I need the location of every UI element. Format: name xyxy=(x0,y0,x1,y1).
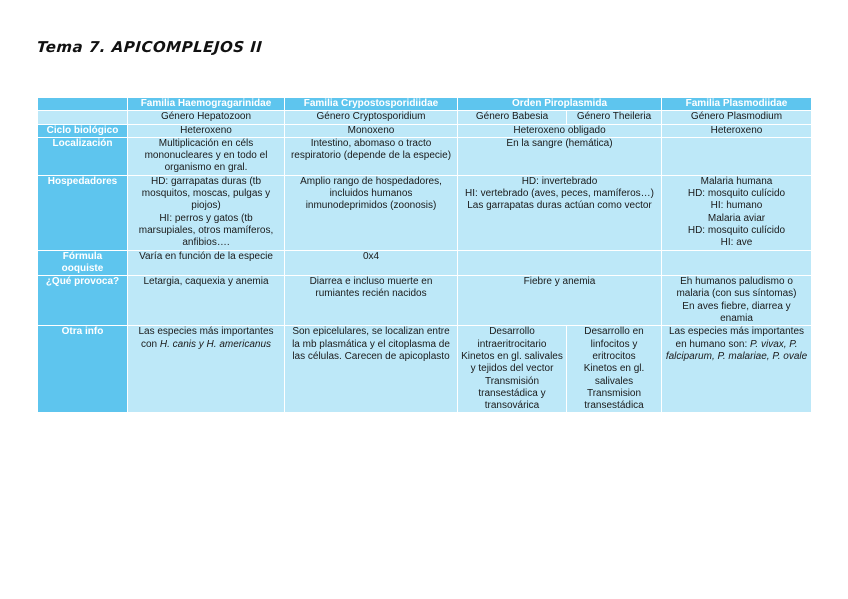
otra-hepatozoon-species: H. canis y H. americanus xyxy=(159,338,272,350)
row-hospedadores xyxy=(38,175,812,250)
row-otra xyxy=(38,326,812,413)
otra-hepatozoon-text: Las especies más importantes con xyxy=(138,326,274,350)
localizacion-piro: En la sangre (hemática) xyxy=(458,137,662,175)
localizacion-crypto: Intestino, abomaso o tracto respiratorio (depende de la especie) xyxy=(285,137,458,175)
genus-row xyxy=(38,111,812,124)
comparison-table xyxy=(37,97,812,413)
otra-babesia-line: Desarrollo intraeritrocitario xyxy=(477,326,547,350)
hospedadores-plasmo xyxy=(662,175,812,250)
row-formula xyxy=(38,250,812,276)
formula-plasmo xyxy=(662,250,812,276)
localizacion-plasmo xyxy=(662,137,812,175)
otra-babesia-line: Kinetos en gl. salivales y tejidos del vector xyxy=(461,350,563,375)
family-header-row xyxy=(38,98,812,111)
otra-babesia xyxy=(458,326,567,413)
hospedadores-piro-hd: HD: invertebrado xyxy=(521,175,598,187)
label-hospedadores: Hospedadores xyxy=(38,175,128,250)
otra-plasmo-text: Las especies más importantes en humano son: xyxy=(668,326,805,350)
hospedadores-plasmo-line: HD: mosquito culícido xyxy=(687,224,786,236)
row-ciclo xyxy=(38,124,812,137)
otra-theileria-line: Transmision transestádica xyxy=(584,387,644,412)
genus-theileria: Género Theileria xyxy=(567,111,662,124)
provoca-plasmo-aves: En aves fiebre, diarrea y enamia xyxy=(682,300,791,325)
ciclo-hepatozoon: Heteroxeno xyxy=(128,124,285,137)
otra-crypto: Son epicelulares, se localizan entre la mb plasmática y el citoplasma de las células. Carecen de apicoplasto xyxy=(285,326,458,413)
family-plasmodiidae: Familia Plasmodiidae xyxy=(662,98,812,111)
otra-theileria-line: Desarrollo en linfocitos y eritrocitos xyxy=(584,326,644,362)
genus-corner xyxy=(38,111,128,124)
page-title: Tema 7. APICOMPLEJOS II xyxy=(36,38,264,56)
family-haemogregarinidae: Familia Haemogragarinidae xyxy=(128,98,285,111)
otra-theileria xyxy=(567,326,662,413)
provoca-plasmo xyxy=(662,276,812,326)
genus-cryptosporidium: Género Cryptosporidium xyxy=(285,111,458,124)
formula-hepatozoon: Varía en función de la especie xyxy=(128,250,285,276)
provoca-piro: Fiebre y anemia xyxy=(458,276,662,326)
provoca-hepatozoon: Letargia, caquexia y anemia xyxy=(128,276,285,326)
provoca-crypto: Diarrea e incluso muerte en rumiantes recién nacidos xyxy=(285,276,458,326)
ciclo-piro: Heteroxeno obligado xyxy=(458,124,662,137)
otra-plasmo xyxy=(662,326,812,413)
corner-cell xyxy=(38,98,128,111)
label-provoca: ¿Qué provoca? xyxy=(38,276,128,326)
otra-hepatozoon xyxy=(128,326,285,413)
label-localizacion: Localización xyxy=(38,137,128,175)
hospedadores-plasmo-line: HI: humano xyxy=(710,200,763,212)
hospedadores-hepatozoon-hi: HI: perros y gatos (tb marsupiales, otros mamíferos, anfibios…. xyxy=(138,212,274,249)
row-localizacion xyxy=(38,137,812,175)
formula-piro xyxy=(458,250,662,276)
ciclo-plasmo: Heteroxeno xyxy=(662,124,812,137)
hospedadores-piro-vector: Las garrapatas duras actúan como vector xyxy=(467,200,652,212)
genus-hepatozoon: Género Hepatozoon xyxy=(128,111,285,124)
otra-plasmo-species: P. vivax, P. falciparum, P. malariae, P. ovale xyxy=(665,338,808,362)
hospedadores-hepatozoon xyxy=(128,175,285,250)
hospedadores-plasmo-line: Malaria aviar xyxy=(707,212,766,224)
hospedadores-crypto: Amplio rango de hospedadores, incluidos humanos inmunodeprimidos (zoonosis) xyxy=(285,175,458,250)
family-cryptosporidiidae: Familia Crypostosporidiidae xyxy=(285,98,458,111)
otra-theileria-line: Kinetos en gl. salivales xyxy=(583,363,645,387)
hospedadores-plasmo-line: HD: mosquito culícido xyxy=(687,188,786,200)
formula-crypto: 0x4 xyxy=(285,250,458,276)
hospedadores-plasmo-line: Malaria humana xyxy=(700,175,773,187)
genus-plasmodium: Género Plasmodium xyxy=(662,111,812,124)
hospedadores-hepatozoon-hd: HD: garrapatas duras (tb mosquitos, moscas, pulgas y piojos) xyxy=(141,175,271,212)
hospedadores-piro xyxy=(458,175,662,250)
ciclo-crypto: Monoxeno xyxy=(285,124,458,137)
genus-babesia: Género Babesia xyxy=(458,111,567,124)
provoca-plasmo-humanos: Eh humanos paludismo o malaria (con sus síntomas) xyxy=(676,276,797,300)
label-otra: Otra info xyxy=(38,326,128,413)
label-ciclo: Ciclo biológico xyxy=(38,124,128,137)
otra-babesia-line: Transmisión transestádica y transovárica xyxy=(478,375,546,412)
label-formula: Fórmula ooquiste xyxy=(38,250,128,276)
order-piroplasmida: Orden Piroplasmida xyxy=(458,98,662,111)
row-provoca xyxy=(38,276,812,326)
hospedadores-plasmo-line: HI: ave xyxy=(720,237,753,249)
localizacion-hepatozoon: Multiplicación en céls mononucleares y en todo el organismo en gral. xyxy=(128,137,285,175)
hospedadores-piro-hi: HI: vertebrado (aves, peces, mamíferos…) xyxy=(465,188,654,200)
